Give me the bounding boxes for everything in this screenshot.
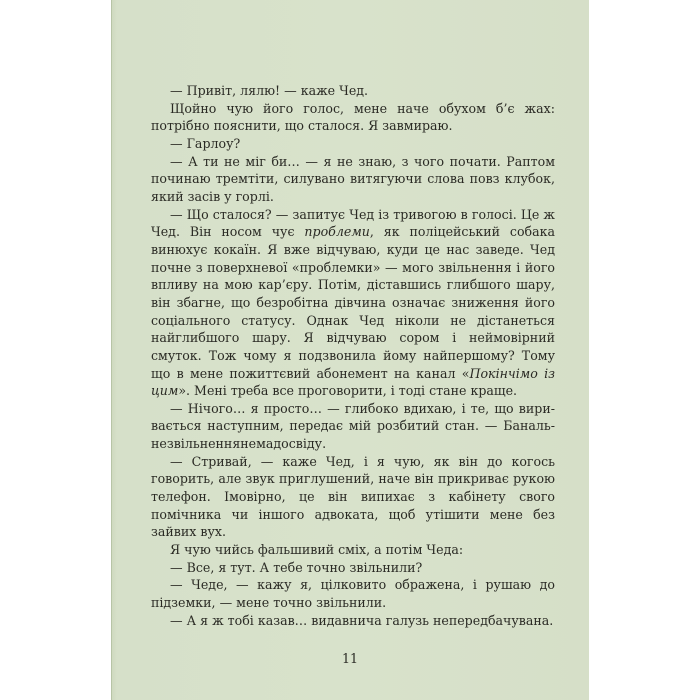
- page-number: 11: [341, 651, 359, 666]
- paragraph-8: Я чую чийсь фальшивий сміх, а потім Чеда:: [170, 542, 464, 558]
- book-page: [111, 0, 589, 700]
- paragraph-5-part-3: ». Мені треба все проговорити, і тоді стане краще.: [178, 383, 518, 399]
- emphasis-channel-name: Покінчімо із цим: [151, 365, 555, 399]
- paragraph-4: — А ти не міг би… — я не знаю, з чого почати. Раптом починаю тремтіти, силувано витягуючи слова повз клубок, який засів у горлі.: [151, 153, 555, 204]
- paragraph-7: — Стривай, — каже Чед, і я чую, як він до когось говорить, але звук приглушений, наче він прикриває рукою телефон. Імовірно, це він випихає з кабінету свого помічника чи іншого адвоката, щоб утішити мене без зайвих вух.: [151, 453, 555, 540]
- paragraph-3: — Гарлоу?: [170, 135, 241, 151]
- paragraph-5: [151, 206, 555, 400]
- paragraph-6: — Нічого… я просто… — глибоко вдихаю, і те, що виривається наступним, передає мій розбитий стан. — Банальнезвільненнянемадосвіду.: [151, 400, 555, 452]
- paragraph-2: Щойно чую його голос, мене наче обухом б’є жах: потрібно пояснити, що сталося. Я завмираю.: [151, 100, 555, 134]
- paragraph-5-part-1: — Що сталося? — запитує Чед із тривогою в голосі. Це ж Чед. Він носом чує: [151, 206, 555, 240]
- emphasis-problems: проблеми: [304, 224, 370, 240]
- paragraph-11: — А я ж тобі казав… видавнича галузь непередбачувана.: [170, 612, 554, 628]
- body-text: [151, 82, 555, 629]
- paragraph-10: — Чеде, — кажу я, цілковито ображена, і рушаю до підземки, — мене точно звільнили.: [151, 577, 555, 611]
- paragraph-9: — Все, я тут. А тебе точно звільнили?: [170, 559, 423, 575]
- paragraph-5-part-2: , як поліцейський собака винюхує кокаїн. Я вже відчуваю, куди це нас заведе. Чед почне з поверхневої «проблемки» — мого звільнення і його впливу на мою кар’єру. Потім, діставшись глибшого шару, він збагне, що безробітна дівчина означає зниження його соціального статусу. Однак Чед ніколи не дістанеться найглибшого шару. Я відчуваю сором і неймовірний смуток. Тож чому я подзвонила йому найпершому? Тому що в мене пожиттєвий абонемент на канал «: [151, 224, 555, 381]
- paragraph-1: — Привіт, лялю! — каже Чед.: [170, 83, 369, 98]
